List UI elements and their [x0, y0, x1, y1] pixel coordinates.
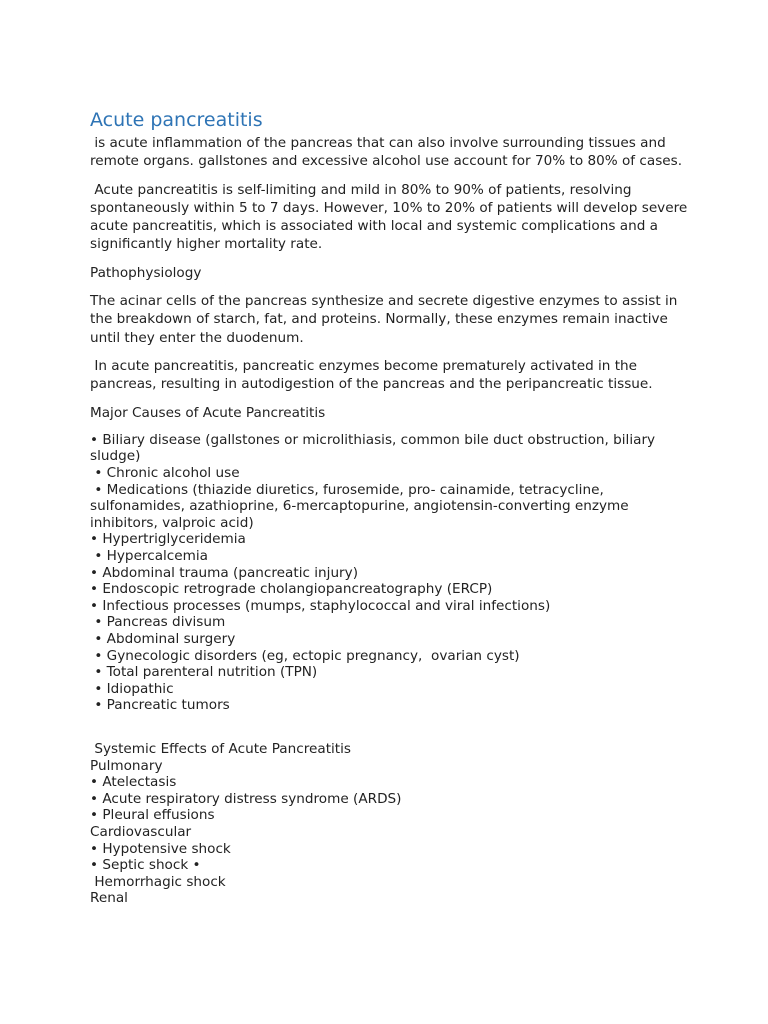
pathophysiology-heading: Pathophysiology [90, 264, 202, 281]
systemic-effects-block [90, 741, 690, 907]
list-item: • Abdominal trauma (pancreatic injury) [90, 564, 358, 581]
list-item: • Total parenteral nutrition (TPN) [90, 664, 318, 681]
list-item: • Biliary disease (gallstones or microlithiasis, common bile duct obstruction, biliary sludge) [90, 431, 660, 465]
list-item: • Infectious processes (mumps, staphylococcal and viral infections) [90, 597, 551, 614]
section-spacer [90, 714, 690, 741]
list-item: • Medications (thiazide diuretics, furosemide, pro- cainamide, tetracycline, sulfonamides, azathioprine, 6-mercaptopurine, angiotensin-converting enzyme inhibitors, valproic acid) [90, 481, 633, 531]
document-title: Acute pancreatitis [90, 109, 263, 131]
list-item: • Hypotensive shock [90, 840, 231, 857]
list-item: • Septic shock • [90, 857, 201, 874]
causes-list [90, 432, 690, 714]
list-item: • Pancreas divisum [90, 614, 226, 631]
causes-heading: Major Causes of Acute Pancreatitis [90, 404, 326, 421]
pathophysiology-paragraph-1: The acinar cells of the pancreas synthesize and secrete digestive enzymes to assist in the breakdown of starch, fat, and proteins. Normally, these enzymes remain inactive until they enter the duodenum. [90, 293, 682, 346]
intro-paragraph-1: is acute inflammation of the pancreas that can also involve surrounding tissues and remote organs. gallstones and excessive alcohol use account for 70% to 80% of cases. [90, 135, 683, 170]
subheading-cardiovascular: Cardiovascular [90, 823, 192, 840]
systemic-effects-heading: Systemic Effects of Acute Pancreatitis [90, 740, 351, 757]
list-item: • Pleural effusions [90, 807, 215, 824]
list-item: • Atelectasis [90, 774, 177, 791]
document-page [90, 108, 690, 907]
list-item: • Endoscopic retrograde cholangiopancreatography (ERCP) [90, 581, 493, 598]
subheading-renal: Renal [90, 890, 128, 907]
list-item: • Acute respiratory distress syndrome (ARDS) [90, 790, 402, 807]
list-item: Hemorrhagic shock [90, 873, 226, 890]
list-item: • Hypertriglyceridemia [90, 531, 246, 548]
list-item: • Abdominal surgery [90, 630, 236, 647]
intro-paragraph-2: Acute pancreatitis is self-limiting and mild in 80% to 90% of patients, resolving spontaneously within 5 to 7 days. However, 10% to 20% of patients will develop severe acute pancreatitis, which is associated with local and systemic complications and a significantly higher mortality rate. [90, 181, 692, 253]
list-item: • Chronic alcohol use [90, 465, 240, 482]
list-item: • Pancreatic tumors [90, 697, 230, 714]
pathophysiology-paragraph-2: In acute pancreatitis, pancreatic enzymes become prematurely activated in the pancreas, resulting in autodigestion of the pancreas and the peripancreatic tissue. [90, 357, 653, 393]
list-item: • Idiopathic [90, 680, 174, 697]
subheading-pulmonary: Pulmonary [90, 757, 163, 774]
list-item: • Gynecologic disorders (eg, ectopic pregnancy, ovarian cyst) [90, 647, 520, 664]
list-item: • Hypercalcemia [90, 548, 208, 565]
